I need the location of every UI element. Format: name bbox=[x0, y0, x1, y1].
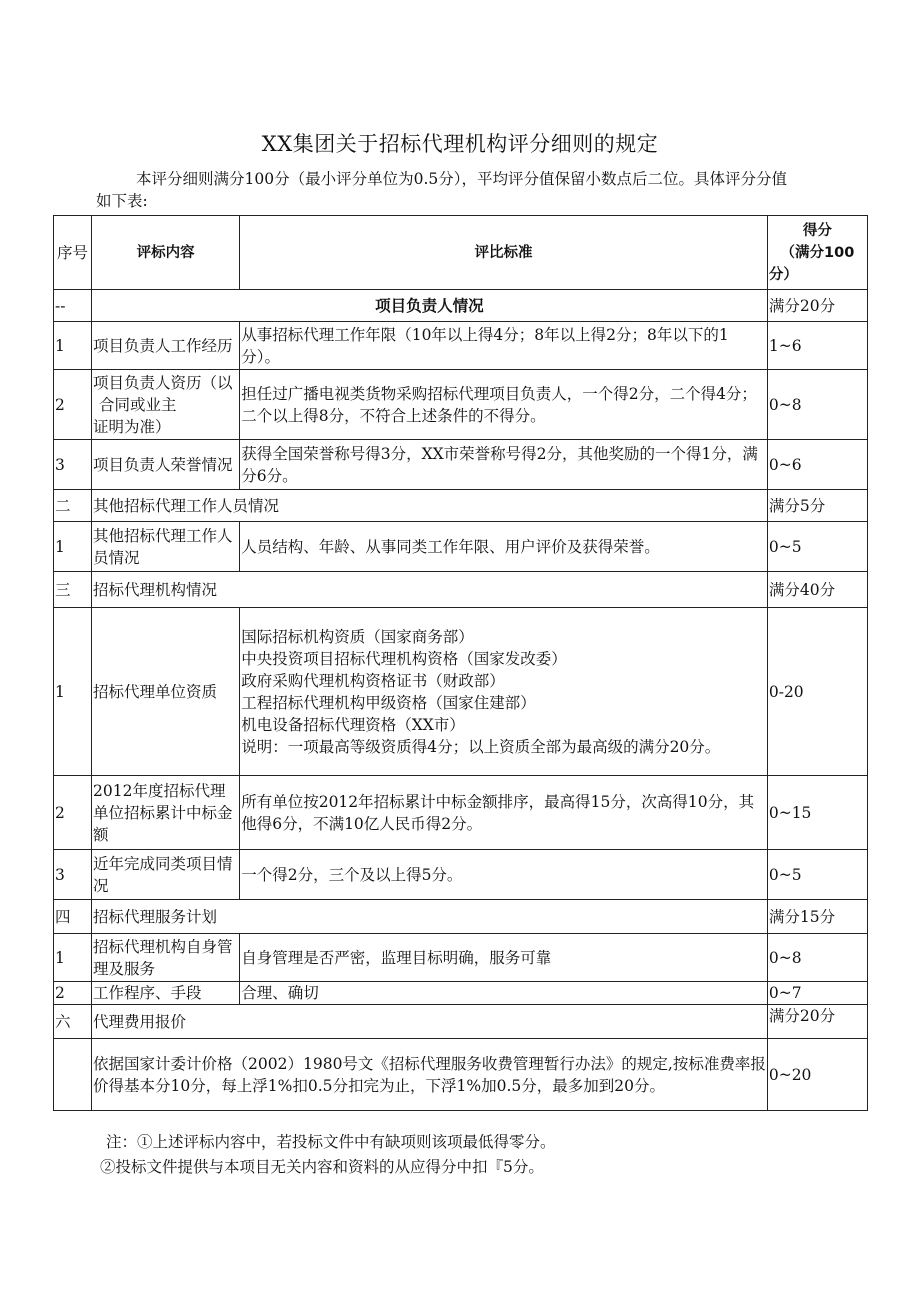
table-row bbox=[54, 370, 868, 440]
header-score-line1: 得分 bbox=[802, 222, 832, 239]
section-row bbox=[54, 490, 868, 522]
row-score: 0~8 bbox=[767, 370, 867, 440]
row-content: 工作程序、手段 bbox=[92, 982, 240, 1005]
row-content-line1: 项目负责人资历（以 bbox=[93, 373, 233, 392]
header-criteria: 评比标准 bbox=[240, 216, 768, 290]
row-score: 0~5 bbox=[767, 850, 867, 900]
row-content: 招标代理机构自身管理及服务 bbox=[92, 934, 240, 982]
section-score: 满分40分 bbox=[767, 572, 867, 608]
row-content-line2: 合同或业主 bbox=[99, 395, 177, 414]
header-score bbox=[767, 216, 867, 290]
table-row bbox=[54, 776, 868, 850]
criteria-line: 机电设备招标代理资格（XX市） bbox=[241, 715, 465, 734]
row-criteria: 一个得2分，三个及以上得5分。 bbox=[240, 850, 768, 900]
table-row bbox=[54, 1039, 868, 1111]
section-title: 项目负责人情况 bbox=[92, 290, 768, 322]
section-row bbox=[54, 900, 868, 934]
section-title: 招标代理服务计划 bbox=[92, 900, 768, 934]
row-content: 2012年度招标代理单位招标累计中标金额 bbox=[92, 776, 240, 850]
section-no: 二 bbox=[54, 490, 92, 522]
header-score-line3: 分） bbox=[768, 266, 798, 283]
table-row bbox=[54, 440, 868, 490]
section-title: 其他招标代理工作人员情况 bbox=[92, 490, 768, 522]
section-no: 六 bbox=[54, 1005, 92, 1039]
row-no: 1 bbox=[54, 522, 92, 572]
row-score: 1~6 bbox=[767, 322, 867, 370]
header-content: 评标内容 bbox=[92, 216, 240, 290]
table-row bbox=[54, 934, 868, 982]
section-row bbox=[54, 572, 868, 608]
row-score: 0~20 bbox=[767, 1039, 867, 1111]
section-title: 代理费用报价 bbox=[92, 1005, 768, 1039]
row-content: 近年完成同类项目情况 bbox=[92, 850, 240, 900]
row-criteria: 自身管理是否严密，监理目标明确，服务可靠 bbox=[240, 934, 768, 982]
row-criteria: 合理、确切 bbox=[240, 982, 768, 1005]
section-row bbox=[54, 290, 868, 322]
row-score: 0~15 bbox=[767, 776, 867, 850]
row-score: 0~5 bbox=[767, 522, 867, 572]
criteria-line: 政府采购代理机构资格证书（财政部） bbox=[241, 671, 505, 690]
row-no: 2 bbox=[54, 776, 92, 850]
note-1: 注：①上述评标内容中，若投标文件中有缺项则该项最低得零分。 bbox=[106, 1133, 556, 1151]
table-row bbox=[54, 522, 868, 572]
row-criteria: 所有单位按2012年招标累计中标金额排序，最高得15分，次高得10分，其他得6分，不满10亿人民币得2分。 bbox=[240, 776, 768, 850]
row-score: 0-20 bbox=[767, 608, 867, 776]
row-criteria: 从事招标代理工作年限（10年以上得4分；8年以上得2分；8年以下的1分）。 bbox=[240, 322, 768, 370]
row-content: 项目负责人荣誉情况 bbox=[92, 440, 240, 490]
row-no: 3 bbox=[54, 850, 92, 900]
row-criteria bbox=[240, 608, 768, 776]
row-criteria: 人员结构、年龄、从事同类工作年限、用户评价及获得荣誉。 bbox=[240, 522, 768, 572]
section-score: 满分15分 bbox=[767, 900, 867, 934]
row-no: 1 bbox=[54, 608, 92, 776]
document-title: XX集团关于招标代理机构评分细则的规定 bbox=[261, 132, 659, 156]
section-no: -- bbox=[54, 290, 92, 322]
criteria-line: 工程招标代理机构甲级资格（国家住建部） bbox=[241, 693, 536, 712]
row-no: 2 bbox=[54, 982, 92, 1005]
note-2: ②投标文件提供与本项目无关内容和资料的从应得分中扣『5分。 bbox=[100, 1158, 544, 1176]
row-criteria: 担任过广播电视类货物采购招标代理项目负责人，一个得2分，二个得4分；二个以上得8分，不符合上述条件的不得分。 bbox=[240, 370, 768, 440]
row-content: 其他招标代理工作人员情况 bbox=[92, 522, 240, 572]
row-no: 3 bbox=[54, 440, 92, 490]
row-no: 1 bbox=[54, 322, 92, 370]
row-content: 招标代理单位资质 bbox=[92, 608, 240, 776]
table-row bbox=[54, 982, 868, 1005]
notes bbox=[100, 1130, 556, 1180]
criteria-line: 国际招标机构资质（国家商务部） bbox=[241, 627, 474, 646]
header-score-line2: （满分100 bbox=[780, 244, 855, 261]
row-criteria: 依据国家计委计价格（2002）1980号文《招标代理服务收费管理暂行办法》的规定,按标准费率报价得基本分10分，每上浮1%扣0.5分扣完为止，下浮1%加0.5分，最多加到20分。 bbox=[92, 1039, 768, 1111]
table-row bbox=[54, 608, 868, 776]
row-score: 0~6 bbox=[767, 440, 867, 490]
table-header-row bbox=[54, 216, 868, 290]
row-content bbox=[92, 370, 240, 440]
section-score: 满分5分 bbox=[767, 490, 867, 522]
row-score: 0~8 bbox=[767, 934, 867, 982]
section-no: 四 bbox=[54, 900, 92, 934]
section-row bbox=[54, 1005, 868, 1039]
table-row bbox=[54, 322, 868, 370]
section-no: 三 bbox=[54, 572, 92, 608]
table-row bbox=[54, 850, 868, 900]
row-no: 2 bbox=[54, 370, 92, 440]
row-score: 0~7 bbox=[767, 982, 867, 1005]
row-criteria: 获得全国荣誉称号得3分，XX市荣誉称号得2分，其他奖励的一个得1分，满分6分。 bbox=[240, 440, 768, 490]
section-title: 招标代理机构情况 bbox=[92, 572, 768, 608]
row-content-line3: 证明为准） bbox=[93, 417, 171, 436]
header-no: 序号 bbox=[54, 216, 92, 290]
criteria-line: 中央投资项目招标代理机构资格（国家发改委） bbox=[241, 649, 567, 668]
criteria-line: 说明：一项最高等级资质得4分；以上资质全部为最高级的满分20分。 bbox=[241, 737, 721, 756]
section-score: 满分20分 bbox=[767, 290, 867, 322]
row-no: 1 bbox=[54, 934, 92, 982]
row-content: 项目负责人工作经历 bbox=[92, 322, 240, 370]
row-no bbox=[54, 1039, 92, 1111]
scoring-table bbox=[53, 215, 868, 1111]
section-score: 满分20分 bbox=[767, 1005, 867, 1039]
intro-paragraph: 本评分细则满分100分（最小评分单位为0.5分），平均评分值保留小数点后二位。具体评分分值如下表: bbox=[96, 170, 787, 210]
